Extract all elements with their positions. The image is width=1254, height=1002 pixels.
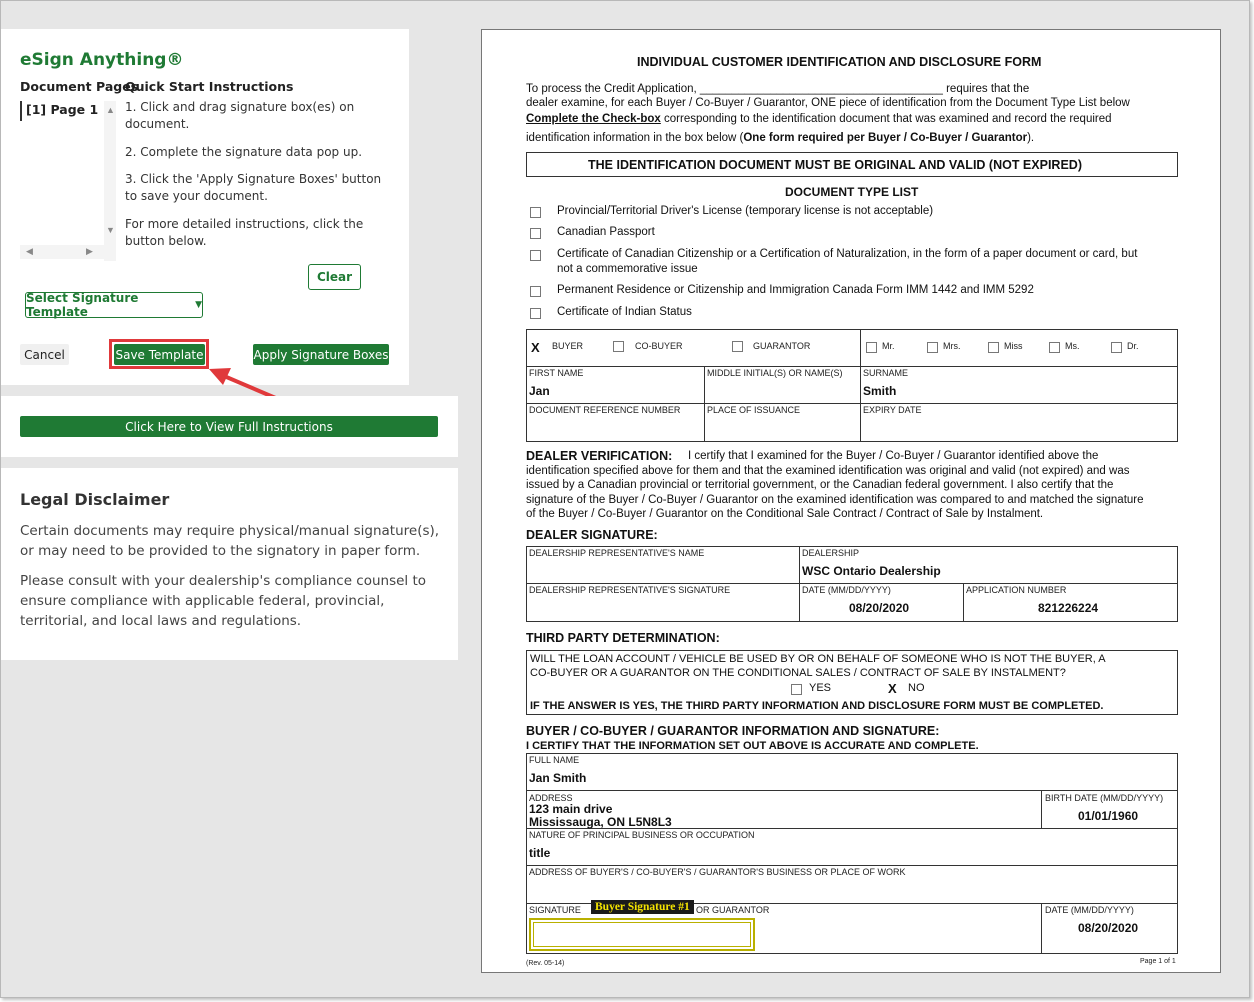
surname-label: SURNAME [863, 368, 909, 378]
table-line [526, 366, 1178, 367]
scroll-left-icon[interactable]: ◀ [26, 246, 33, 256]
table-line [963, 583, 964, 622]
third-party-question: WILL THE LOAN ACCOUNT / VEHICLE BE USED BY OR ON BEHALF OF SOMEONE WHO IS NOT THE BUYER, A [530, 653, 1106, 665]
page-count-label: Page 1 of 1 [1140, 958, 1176, 965]
legal-disclaimer-title: Legal Disclaimer [20, 490, 170, 509]
doc-type-checkbox[interactable] [530, 308, 541, 319]
title-label: Dr. [1127, 341, 1139, 351]
dealer-verification-line: signature of the Buyer / Co-Buyer / Guarantor on the examined identification was compared to and matched the signature [526, 494, 1144, 506]
address-label: ADDRESS [529, 793, 573, 803]
instruction-step-3: 3. Click the 'Apply Signature Boxes' button to save your document. [125, 172, 382, 203]
page-list-vertical-scrollbar[interactable] [104, 101, 116, 261]
form-title: INDIVIDUAL CUSTOMER IDENTIFICATION AND DISCLOSURE FORM [637, 55, 1042, 69]
doc-ref-label: DOCUMENT REFERENCE NUMBER [529, 405, 681, 415]
intro-line-1: To process the Credit Application, ______________________________________ requires that the [526, 83, 1030, 95]
expiry-label: EXPIRY DATE [863, 405, 922, 415]
signature-label: SIGNATURE [529, 905, 581, 915]
full-name-value: Jan Smith [529, 771, 587, 785]
title-label: Miss [1004, 341, 1023, 351]
cancel-button[interactable]: Cancel [20, 344, 69, 365]
app-number-value: 821226224 [1038, 601, 1099, 615]
select-signature-template-dropdown[interactable] [25, 292, 203, 318]
occupation-value: title [529, 846, 551, 860]
instruction-step-1: 1. Click and drag signature box(es) on document. [125, 100, 355, 131]
table-line [526, 403, 1178, 404]
clear-button[interactable]: Clear [308, 264, 361, 290]
dealer-verification-line: of the Buyer / Co-Buyer / Guarantor on the Conditional Sale Contract / Contract of Sale by Instalment. [526, 508, 1044, 520]
scroll-down-icon[interactable]: ▼ [106, 225, 115, 235]
certify-line: I CERTIFY THAT THE INFORMATION SET OUT ABOVE IS ACCURATE AND COMPLETE. [526, 740, 979, 752]
place-label: PLACE OF ISSUANCE [707, 405, 801, 415]
occupation-label: NATURE OF PRINCIPAL BUSINESS OR OCCUPATION [529, 830, 755, 840]
intro-bold: Complete the Check-box [526, 113, 661, 125]
apply-signature-boxes-button[interactable]: Apply Signature Boxes [253, 344, 389, 365]
middle-name-label: MIDDLE INITIAL(S) OR NAME(S) [707, 368, 843, 378]
title-checkbox[interactable] [927, 342, 938, 353]
quick-start-heading: Quick Start Instructions [125, 79, 294, 94]
buyer-signature-box[interactable] [529, 918, 755, 951]
instructions-panel [1, 396, 458, 457]
dealership-value: WSC Ontario Dealership [802, 564, 941, 578]
doc-type-checkbox[interactable] [530, 286, 541, 297]
title-checkbox[interactable] [1049, 342, 1060, 353]
title-label: Ms. [1065, 341, 1080, 351]
page-list-horizontal-scrollbar[interactable] [20, 245, 104, 259]
intro-d: identification information in the box below ( [526, 132, 744, 144]
doc-type-heading: DOCUMENT TYPE LIST [785, 185, 919, 199]
doc-type-checkbox[interactable] [530, 228, 541, 239]
first-name-value: Jan [529, 384, 550, 398]
no-label: NO [908, 682, 925, 694]
select-template-label: Select Signature Template [26, 291, 139, 319]
rep-name-label: DEALERSHIP REPRESENTATIVE'S NAME [529, 548, 705, 558]
legal-disclaimer-panel [1, 468, 458, 660]
third-party-heading: THIRD PARTY DETERMINATION: [526, 631, 720, 645]
table-line [799, 546, 800, 622]
title-checkbox[interactable] [988, 342, 999, 353]
intro-rest: corresponding to the identification document that was examined and record the required [660, 113, 1112, 125]
address-line-1: 123 main drive [529, 802, 613, 816]
full-name-label: FULL NAME [529, 755, 580, 765]
first-name-label: FIRST NAME [529, 368, 584, 378]
intro-line-3 [526, 113, 1112, 125]
signature-label-end: OR GUARANTOR [696, 905, 770, 915]
doc-type-checkbox[interactable] [530, 207, 541, 218]
esign-control-panel [1, 29, 409, 385]
table-line [1041, 903, 1042, 954]
dealership-label: DEALERSHIP [802, 548, 860, 558]
dealer-verification-line: issued by a Canadian provincial or territorial government, or the Canadian federal government. I also certify that the [526, 479, 1114, 491]
document-pages-heading: Document Pages [20, 79, 139, 94]
dealer-date-label: DATE (MM/DD/YYYY) [802, 585, 891, 595]
caret-down-icon: ▼ [195, 300, 202, 310]
dealer-verification-line: I certify that I examined for the Buyer / Co-Buyer / Guarantor identified above the [688, 450, 1099, 462]
birth-date-label: BIRTH DATE (MM/DD/YYYY) [1045, 793, 1164, 803]
page-list-item[interactable]: [1] Page 1 [20, 101, 98, 121]
save-template-highlight [109, 339, 209, 369]
scroll-up-icon[interactable]: ▲ [106, 105, 115, 115]
buyer-date-label: DATE (MM/DD/YYYY) [1045, 905, 1134, 915]
title-label: Mr. [882, 341, 895, 351]
title-label: Mrs. [943, 341, 961, 351]
title-checkbox[interactable] [1111, 342, 1122, 353]
banner-text: THE IDENTIFICATION DOCUMENT MUST BE ORIGINAL AND VALID (NOT EXPIRED) [588, 158, 1082, 172]
surname-value: Smith [863, 384, 897, 398]
table-line [526, 583, 1178, 584]
dealer-signature-heading: DEALER SIGNATURE: [526, 528, 658, 542]
doc-type-label-cont: not a commemorative issue [557, 263, 698, 275]
birth-date-value: 01/01/1960 [1078, 809, 1139, 823]
yes-checkbox[interactable] [791, 684, 802, 695]
table-line [526, 865, 1178, 866]
view-full-instructions-button[interactable]: Click Here to View Full Instructions [20, 416, 438, 437]
role-label: BUYER [552, 341, 584, 351]
dealer-verification-line: identification specified above for them and that the examined identification was original and valid (not expired) and was [526, 465, 1130, 477]
instruction-step-2: 2. Complete the signature data pop up. [125, 145, 363, 159]
intro-line-2: dealer examine, for each Buyer / Co-Buyer / Guarantor, ONE piece of identification from the Document Type List below [526, 97, 1130, 109]
dealer-date-value: 08/20/2020 [849, 601, 910, 615]
doc-type-checkbox[interactable] [530, 250, 541, 261]
app-title: eSign Anything® [20, 50, 184, 70]
legal-paragraph-2: Please consult with your dealership's compliance counsel to ensure compliance with applicable federal, provincial, territorial, and local laws and regulations. [20, 573, 427, 629]
save-template-button[interactable]: Save Template [114, 344, 205, 365]
doc-type-label: Provincial/Territorial Driver's License (temporary license is not acceptable) [557, 205, 934, 217]
table-line [526, 790, 1178, 791]
title-checkbox[interactable] [866, 342, 877, 353]
third-party-question: CO-BUYER OR A GUARANTOR ON THE CONDITIONAL SALES / CONTRACT OF SALE BY INSTALMENT? [530, 667, 1066, 679]
third-party-note: IF THE ANSWER IS YES, THE THIRD PARTY INFORMATION AND DISCLOSURE FORM MUST BE COMPLETED. [530, 700, 1104, 712]
intro-d-bold: One form required per Buyer / Co-Buyer / Guarantor [743, 132, 1028, 144]
buyer-date-value: 08/20/2020 [1078, 921, 1139, 935]
role-label: CO-BUYER [635, 341, 683, 351]
no-check-mark[interactable]: X [888, 681, 897, 696]
document-page[interactable] [481, 29, 1221, 973]
doc-type-label: Canadian Passport [557, 226, 655, 238]
buyer-signature-tag[interactable]: Buyer Signature #1 [591, 900, 694, 914]
buyer-check-mark[interactable]: X [531, 340, 540, 355]
doc-type-label: Permanent Residence or Citizenship and Immigration Canada Form IMM 1442 and IMM 5292 [557, 284, 1034, 296]
yes-label: YES [809, 682, 832, 694]
app-number-label: APPLICATION NUMBER [966, 585, 1067, 595]
rep-signature-label: DEALERSHIP REPRESENTATIVE'S SIGNATURE [529, 585, 731, 595]
work-address-label: ADDRESS OF BUYER'S / CO-BUYER'S / GUARANTOR'S BUSINESS OR PLACE OF WORK [529, 867, 906, 877]
buyer-heading: BUYER / CO-BUYER / GUARANTOR INFORMATION AND SIGNATURE: [526, 724, 940, 738]
doc-type-label: Certificate of Indian Status [557, 306, 692, 318]
revision-label: (Rev. 05-14) [526, 960, 565, 967]
dealer-verification-heading: DEALER VERIFICATION: [526, 449, 673, 463]
role-label: GUARANTOR [753, 341, 811, 351]
table-line [860, 329, 861, 442]
address-line-2: Mississauga, ON L5N8L3 [529, 815, 672, 829]
intro-d-end: ). [1027, 132, 1035, 144]
table-line [704, 366, 705, 442]
legal-paragraph-1: Certain documents may require physical/manual signature(s), or may need to be provided to the signatory in paper form. [20, 523, 440, 559]
guarantor-checkbox[interactable] [732, 341, 743, 352]
intro-line-4 [526, 132, 1034, 144]
scroll-right-icon[interactable]: ▶ [86, 246, 93, 256]
table-line [1041, 790, 1042, 828]
instruction-more: For more detailed instructions, click the button below. [125, 217, 364, 248]
co-buyer-checkbox[interactable] [613, 341, 624, 352]
signature-box-inner [533, 922, 751, 947]
doc-type-label: Certificate of Canadian Citizenship or a Certification of Naturalization, in the form of a paper document or card, but [557, 248, 1138, 260]
